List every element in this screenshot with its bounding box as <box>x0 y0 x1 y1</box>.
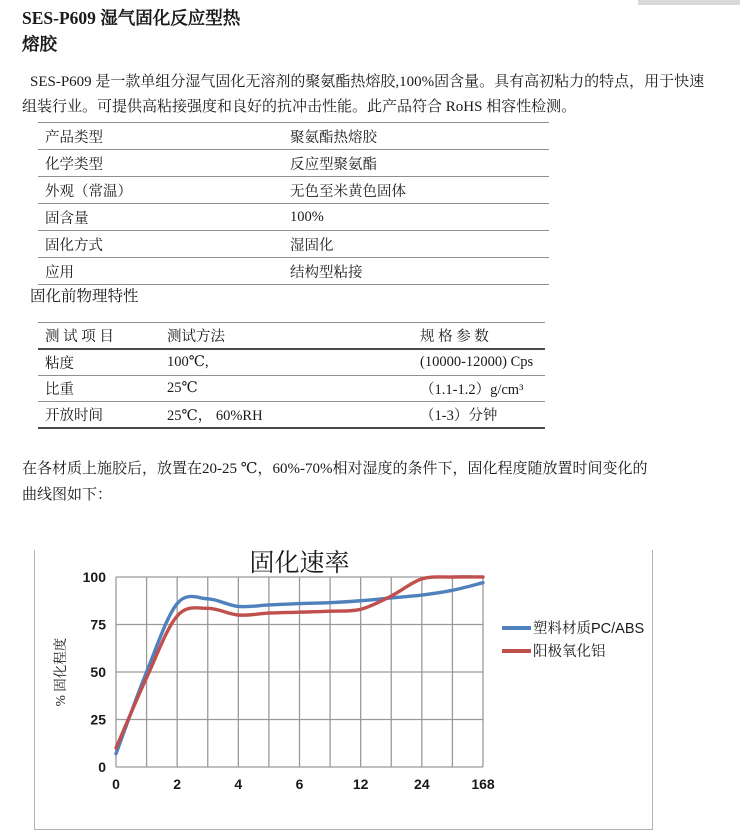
spec-value: (10000-12000) Cps <box>420 349 545 376</box>
property-value: 湿固化 <box>290 231 549 258</box>
property-label: 外观（常温） <box>38 177 290 204</box>
property-value: 反应型聚氨酯 <box>290 150 549 177</box>
table-row <box>38 177 549 204</box>
test-item: 开放时间 <box>38 402 167 429</box>
intro-line1: SES-P609 是一款单组分湿气固化无溶剂的聚氨酯热熔胶,100%固含量。具有高初粘力的特点，用于快速 <box>30 74 705 90</box>
property-label: 产品类型 <box>38 123 290 150</box>
x-tick-label: 168 <box>471 776 495 792</box>
table-header-row <box>38 323 545 350</box>
y-axis-title: % 固化程度 <box>53 637 68 707</box>
physical-properties-table <box>38 322 545 429</box>
property-label: 固含量 <box>38 204 290 231</box>
property-label: 固化方式 <box>38 231 290 258</box>
x-tick-label: 4 <box>234 776 243 792</box>
curing-note-line2: 曲线图如下： <box>22 487 113 503</box>
chart-title: 固化速率 <box>249 550 350 577</box>
y-tick-label: 0 <box>98 759 106 775</box>
curing-rate-chart-frame <box>34 550 653 830</box>
property-value: 结构型粘接 <box>290 258 549 285</box>
table-row <box>38 258 549 285</box>
spec-value: （1.1-1.2）g/cm³ <box>420 376 545 402</box>
test-method: 100℃, <box>167 349 420 376</box>
property-value: 100% <box>290 204 549 231</box>
test-method: 25℃， 60%RH <box>167 402 420 429</box>
x-tick-label: 12 <box>352 776 369 792</box>
table-row <box>38 376 545 402</box>
curing-note-line1: 在各材质上施胶后，放置在20-25 ℃，60%-70%相对湿度的条件下，固化程度随放置时间变化的 <box>22 461 648 477</box>
legend-label: 塑料材质PC/ABS <box>533 621 645 637</box>
curing-note-paragraph <box>22 456 738 508</box>
section-heading-precure-properties: 固化前物理特性 <box>30 288 139 305</box>
test-method: 25℃ <box>167 376 420 402</box>
intro-line2: 组装行业。可提供高粘接强度和良好的抗冲击性能。此产品符合 RoHS 相容性检测。 <box>22 99 577 115</box>
test-item: 比重 <box>38 376 167 402</box>
property-label: 应用 <box>38 258 290 285</box>
legend-label: 阳极氧化铝 <box>533 644 606 660</box>
y-tick-label: 25 <box>90 711 106 728</box>
property-value: 聚氨酯热熔胶 <box>290 123 549 150</box>
table-row <box>38 349 545 376</box>
table-row <box>38 123 549 150</box>
property-value: 无色至米黄色固体 <box>290 177 549 204</box>
page-title-line1: SES-P609 湿气固化反应型热 <box>22 8 241 28</box>
y-tick-label: 100 <box>82 569 106 585</box>
page-title <box>22 5 722 57</box>
test-item: 粘度 <box>38 349 167 376</box>
spec-value: （1-3）分钟 <box>420 402 545 429</box>
curing-rate-line-chart <box>35 550 652 827</box>
page-title-line2: 熔胶 <box>22 34 57 54</box>
x-tick-label: 6 <box>295 776 304 792</box>
y-tick-label: 50 <box>90 664 106 680</box>
table-row <box>38 231 549 258</box>
x-tick-label: 2 <box>173 776 182 792</box>
column-header-test-method: 测试方法 <box>167 323 420 350</box>
column-header-spec: 规 格 参 数 <box>420 323 545 350</box>
column-header-test-item: 测 试 项 目 <box>38 323 167 350</box>
x-tick-label: 24 <box>414 776 430 792</box>
intro-paragraph <box>22 70 734 120</box>
product-properties-table <box>38 122 549 285</box>
table-row <box>38 204 549 231</box>
y-tick-label: 75 <box>90 616 106 633</box>
x-tick-label: 0 <box>112 776 120 792</box>
table-row <box>38 402 545 429</box>
table-row <box>38 150 549 177</box>
property-label: 化学类型 <box>38 150 290 177</box>
